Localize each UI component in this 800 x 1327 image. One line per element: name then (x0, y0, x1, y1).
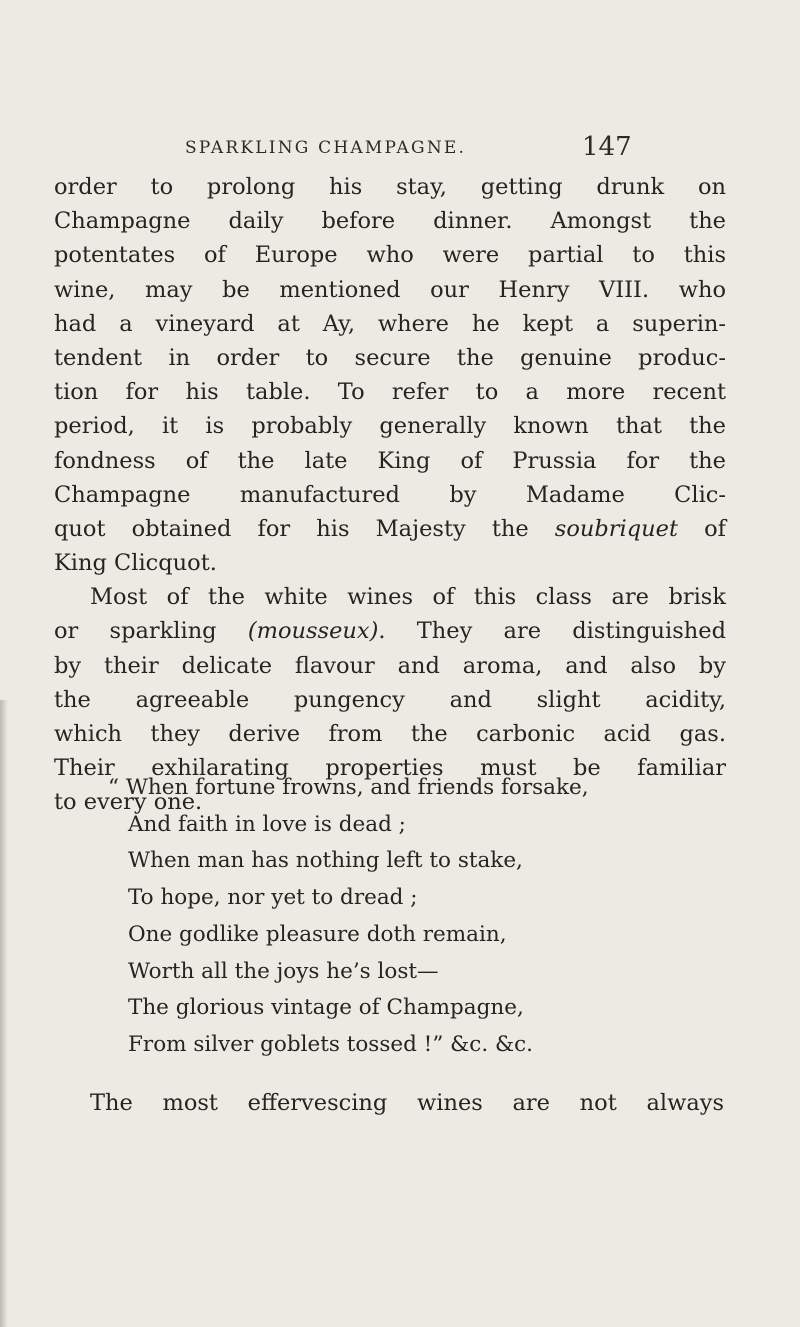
text-fragment: . They are distinguished (378, 618, 726, 645)
text-line: period, it is probably generally known that the (54, 413, 726, 440)
text-line: which they derive from the carbonic acid gas. (54, 721, 726, 747)
text-line (54, 614, 726, 648)
verse-line: “ When fortune frowns, and friends forsake, (108, 775, 589, 800)
closing-line: The most effervescing wines are not always (90, 1090, 724, 1116)
paragraph-start-line: Most of the white wines of this class are brisk (90, 584, 726, 611)
text-line: had a vineyard at Ay, where he kept a superin- (54, 310, 726, 337)
page-edge-shadow (0, 700, 8, 1327)
text-line: King Clicquot. (54, 550, 217, 577)
verse-line: The glorious vintage of Champagne, (128, 995, 524, 1021)
running-title: SPARKLING CHAMPAGNE. (185, 138, 467, 158)
verse-quotation (108, 770, 589, 1064)
text-line: tion for his table. To refer to a more recent (54, 379, 726, 406)
page-number: 147 (582, 132, 632, 162)
text-line: Champagne daily before dinner. Amongst the (54, 208, 726, 235)
text-line: order to prolong his stay, getting drunk on (54, 174, 726, 200)
text-line: wine, may be mentioned our Henry VIII. who (54, 276, 726, 303)
verse-line: When man has nothing left to stake, (128, 848, 523, 874)
verse-line: Worth all the joys he’s lost— (128, 958, 439, 984)
verse-line: To hope, nor yet to dread ; (128, 885, 418, 911)
text-line: Their exhilarating properties must be familiar (54, 755, 726, 782)
text-fragment: or sparkling (54, 618, 248, 645)
text-line: to every one. (54, 789, 203, 816)
text-line: Champagne manufactured by Madame Clic- (54, 481, 726, 508)
verse-line: One godlike pleasure doth remain, (128, 921, 507, 947)
text-line: potentates of Europe who were partial to this (54, 242, 726, 269)
text-line: the agreeable pungency and slight acidity, (54, 686, 726, 713)
body-text (54, 170, 726, 820)
running-head (0, 132, 800, 172)
text-line: tendent in order to secure the genuine produc- (54, 344, 726, 371)
text-line (54, 512, 726, 546)
text-fragment: quot obtained for his Majesty the (54, 515, 555, 542)
text-line: by their delicate flavour and aroma, and also by (54, 652, 726, 679)
italic-word: soubriquet (554, 515, 678, 542)
text-line: fondness of the late King of Prussia for the (54, 447, 726, 474)
verse-line: From silver goblets tossed !” &c. &c. (128, 1031, 534, 1057)
italic-word: (mousseux) (247, 618, 379, 645)
text-fragment: of (678, 515, 726, 542)
verse-line: And faith in love is dead ; (128, 811, 406, 837)
